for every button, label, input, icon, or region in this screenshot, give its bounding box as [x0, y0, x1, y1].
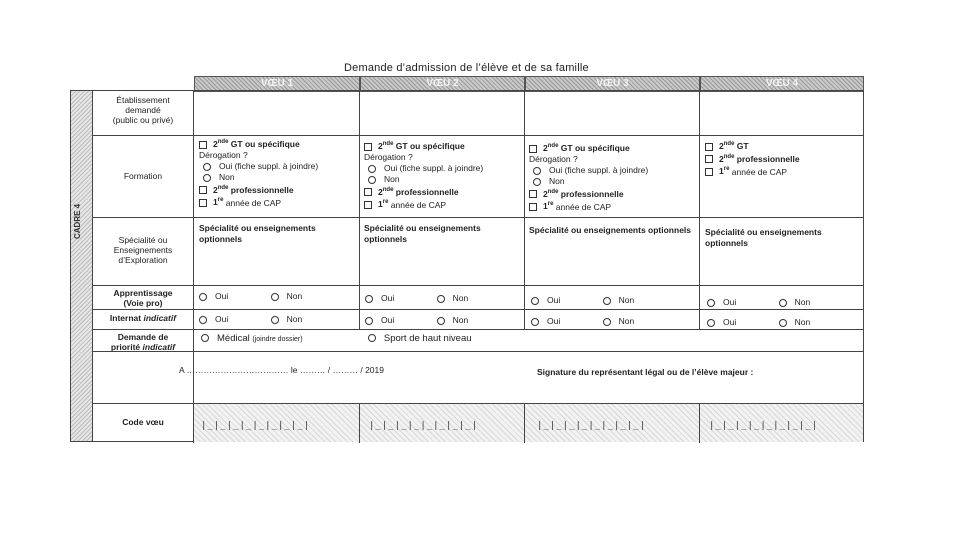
- checkbox-pro[interactable]: [705, 155, 713, 163]
- radio-oui[interactable]: [365, 295, 373, 303]
- etablissement-input-1[interactable]: [195, 92, 357, 134]
- radio-non[interactable]: [603, 318, 611, 326]
- signature-label: Signature du représentant légal ou de l’élève majeur :: [537, 367, 754, 377]
- label-apprentissage: Apprentissage (Voie pro): [113, 288, 173, 308]
- radio-derogation-non[interactable]: [203, 174, 211, 182]
- specialite-vow-4[interactable]: Spécialité ou enseignements optionnels: [705, 227, 822, 248]
- checkbox-gt[interactable]: [705, 143, 713, 151]
- apprentissage-vow-3: Oui Non: [531, 295, 634, 306]
- formation-vow-4: 2nde GT 2nde professionnelle 1re année de CAP: [705, 139, 863, 177]
- vow-header-3: VŒU 3: [525, 76, 700, 92]
- internat-vow-3: Oui Non: [531, 316, 634, 327]
- vow-header-4: VŒU 4: [700, 76, 864, 92]
- specialite-vow-3[interactable]: Spécialité ou enseignements optionnels: [529, 225, 692, 235]
- radio-oui[interactable]: [531, 318, 539, 326]
- radio-medical[interactable]: [201, 334, 209, 342]
- label-code-voeu: Code vœu: [122, 417, 164, 427]
- radio-oui[interactable]: [531, 297, 539, 305]
- formation-vow-2: 2nde GT ou spécifique Dérogation ? Oui (fiche suppl. à joindre) Non 2nde professionnelle 1re année de CAP: [364, 140, 484, 210]
- code-voeu-3[interactable]: |_|_|_|_|_|_|_|_|: [537, 421, 647, 431]
- formation-vow-1: 2nde GT ou spécifique Dérogation ? Oui (fiche suppl. à joindre) Non 2nde professionnelle 1re année de CAP: [199, 138, 319, 208]
- label-specialite: Spécialité ou Enseignements d’Exploration: [113, 235, 173, 265]
- radio-non[interactable]: [779, 319, 787, 327]
- code-voeu-1[interactable]: |_|_|_|_|_|_|_|_|: [201, 421, 311, 431]
- checkbox-pro[interactable]: [529, 190, 537, 198]
- radio-oui[interactable]: [199, 316, 207, 324]
- etablissement-input-2[interactable]: [361, 92, 522, 134]
- radio-non[interactable]: [271, 316, 279, 324]
- code-voeu-2[interactable]: |_|_|_|_|_|_|_|_|: [369, 421, 479, 431]
- internat-vow-1: Oui Non: [199, 314, 302, 325]
- apprentissage-vow-4: Oui Non: [707, 297, 810, 308]
- radio-oui[interactable]: [707, 319, 715, 327]
- formation-vow-3: 2nde GT ou spécifique Dérogation ? Oui (fiche suppl. à joindre) Non 2nde professionnelle 1re année de CAP: [529, 142, 649, 212]
- checkbox-pro[interactable]: [199, 186, 207, 194]
- internat-vow-4: Oui Non: [707, 317, 810, 328]
- radio-derogation-non[interactable]: [533, 178, 541, 186]
- radio-derogation-oui[interactable]: [203, 163, 211, 171]
- checkbox-gt[interactable]: [364, 143, 372, 151]
- checkbox-gt[interactable]: [199, 141, 207, 149]
- radio-non[interactable]: [437, 295, 445, 303]
- radio-non[interactable]: [437, 317, 445, 325]
- form-grid: [70, 90, 864, 442]
- specialite-vow-1[interactable]: Spécialité ou enseignements optionnels: [199, 223, 316, 244]
- internat-vow-2: Oui Non: [365, 315, 468, 326]
- radio-non[interactable]: [603, 297, 611, 305]
- page-title: Demande d’admission de l’élève et de sa famille: [344, 62, 589, 74]
- priorite-options: Médical (joindre dossier) Sport de haut niveau: [201, 333, 472, 345]
- radio-derogation-non[interactable]: [368, 176, 376, 184]
- apprentissage-vow-2: Oui Non: [365, 293, 468, 304]
- code-voeu-4[interactable]: |_|_|_|_|_|_|_|_|: [709, 421, 819, 431]
- etablissement-input-3[interactable]: [526, 92, 697, 134]
- admission-form: [70, 76, 864, 442]
- place-date-line[interactable]: A ……………………………… le ……… / ……… / 2019: [179, 365, 384, 375]
- checkbox-cap[interactable]: [705, 168, 713, 176]
- specialite-vow-2[interactable]: Spécialité ou enseignements optionnels: [364, 223, 481, 244]
- checkbox-pro[interactable]: [364, 188, 372, 196]
- checkbox-cap[interactable]: [199, 199, 207, 207]
- radio-derogation-oui[interactable]: [533, 167, 541, 175]
- checkbox-gt[interactable]: [529, 145, 537, 153]
- label-formation: Formation: [123, 171, 163, 181]
- etablissement-input-4[interactable]: [701, 92, 863, 134]
- label-etablissement: Établissement demandé (public ou privé): [112, 95, 174, 125]
- checkbox-cap[interactable]: [529, 203, 537, 211]
- checkbox-cap[interactable]: [364, 201, 372, 209]
- radio-non[interactable]: [271, 293, 279, 301]
- radio-non[interactable]: [779, 299, 787, 307]
- radio-oui[interactable]: [199, 293, 207, 301]
- apprentissage-vow-1: Oui Non: [199, 291, 302, 302]
- label-internat: Internat indicatif: [109, 313, 177, 323]
- label-priorite: Demande de priorité indicatif: [110, 332, 176, 352]
- vow-header-1: VŒU 1: [194, 76, 360, 92]
- vow-header-2: VŒU 2: [360, 76, 525, 92]
- side-label: CADRE 4: [71, 91, 93, 441]
- radio-oui[interactable]: [707, 299, 715, 307]
- radio-oui[interactable]: [365, 317, 373, 325]
- radio-derogation-oui[interactable]: [368, 165, 376, 173]
- radio-sport[interactable]: [368, 334, 376, 342]
